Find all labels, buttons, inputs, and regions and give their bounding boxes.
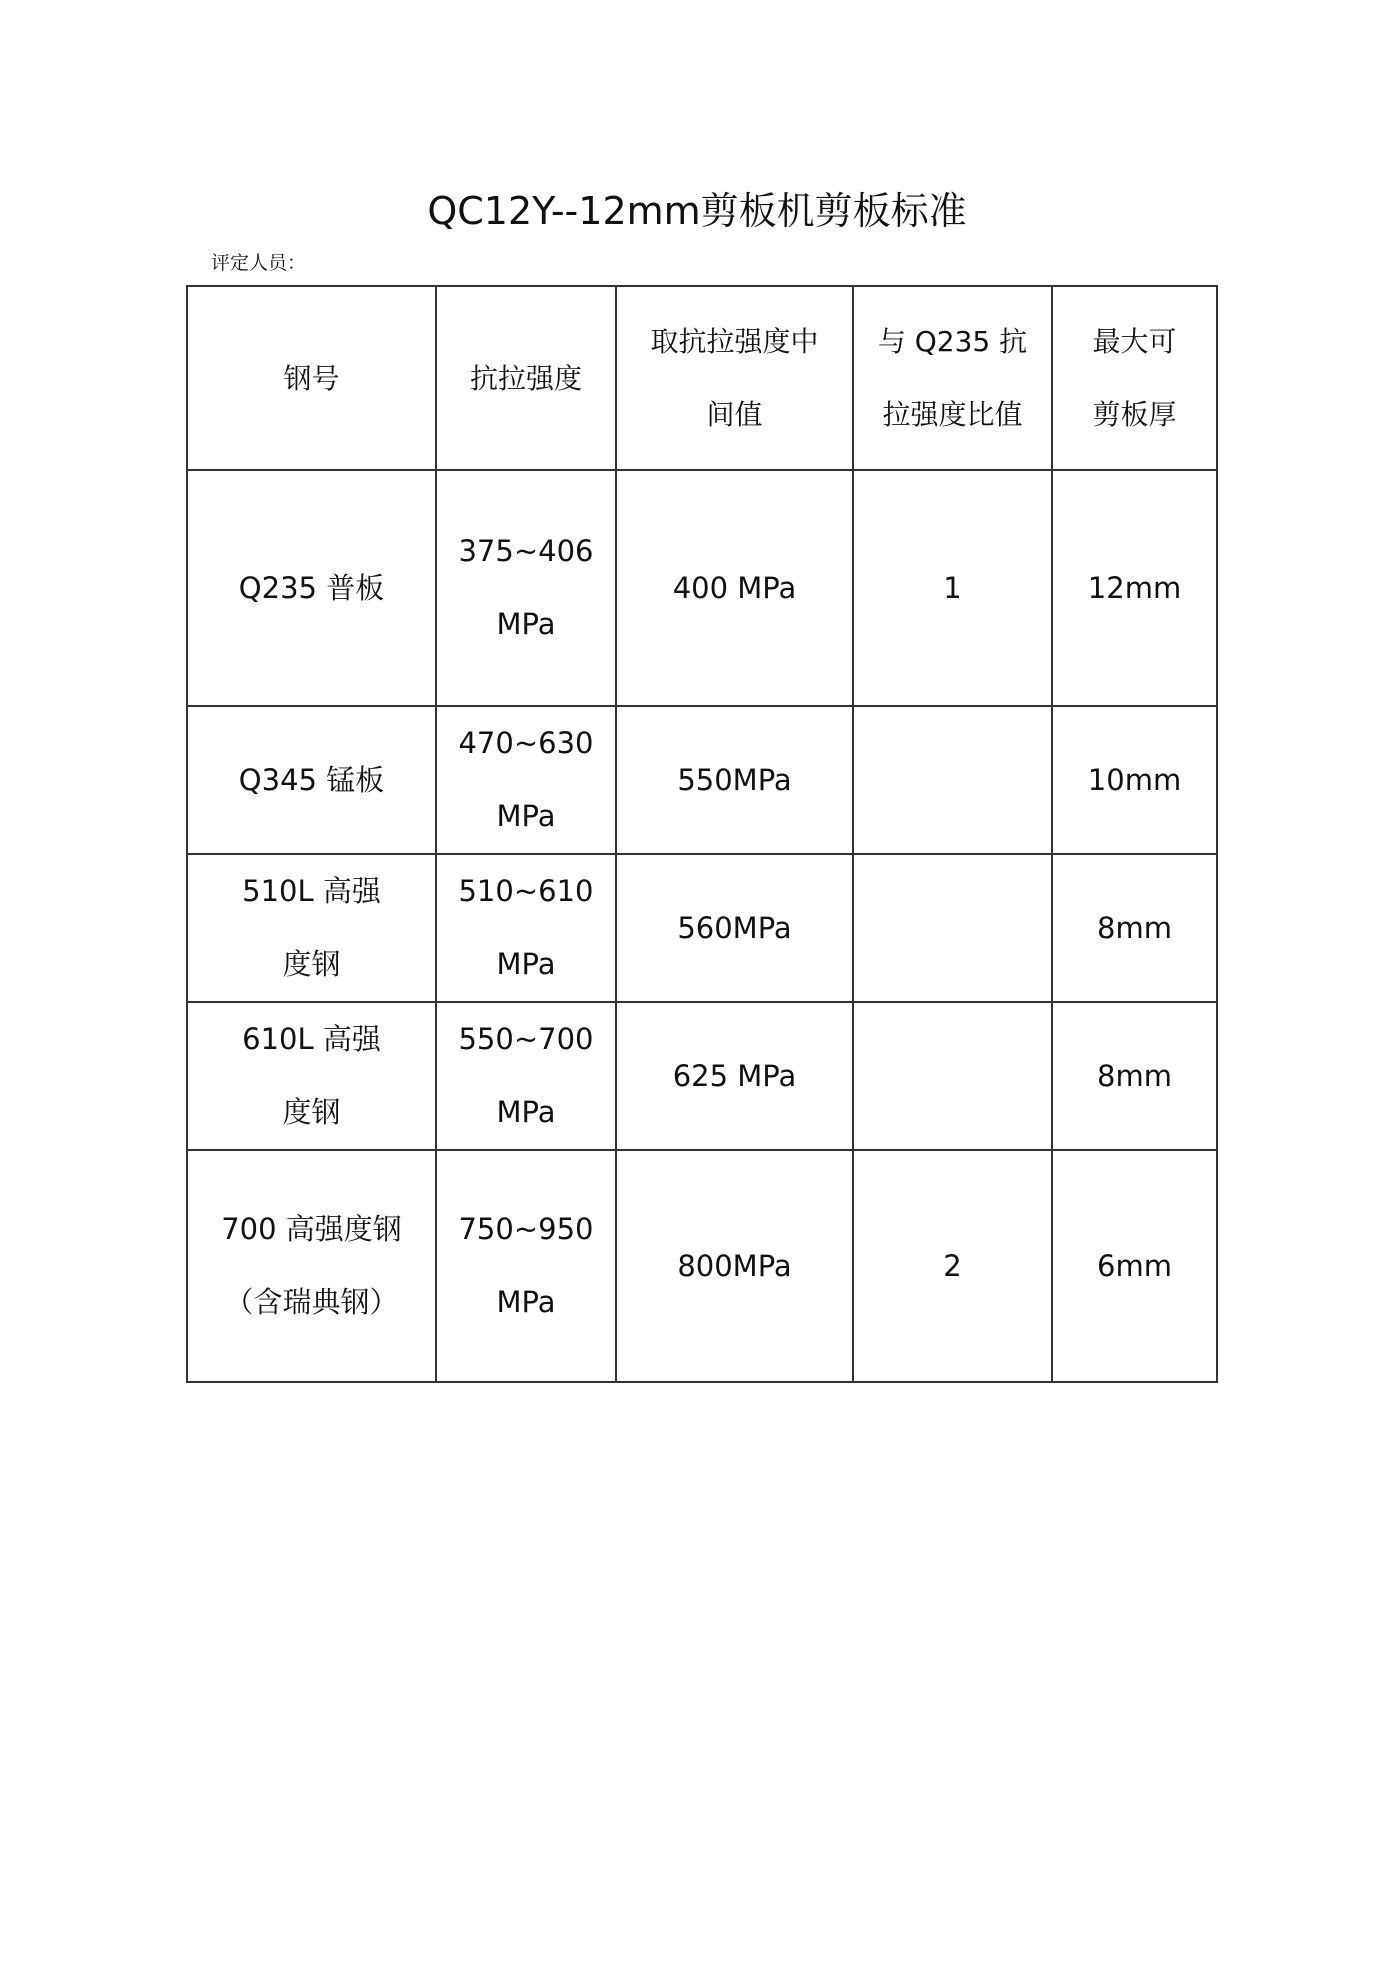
cell-mid: 550MPa <box>616 706 853 854</box>
cell-tensile: 375~406 MPa <box>436 470 616 706</box>
cell-max-thickness: 6mm <box>1052 1150 1217 1382</box>
cell-max-thickness: 8mm <box>1052 854 1217 1002</box>
cell-tensile: 750~950 MPa <box>436 1150 616 1382</box>
cell-ratio <box>853 1002 1052 1150</box>
cell-ratio <box>853 854 1052 1002</box>
table-row <box>187 470 1217 706</box>
cell-grade: 610L 高强 度钢 <box>187 1002 436 1150</box>
cell-grade: Q345 锰板 <box>187 706 436 854</box>
header-max-thickness: 最大可 剪板厚 <box>1052 286 1217 470</box>
cell-max-thickness: 12mm <box>1052 470 1217 706</box>
page-title: QC12Y--12mm剪板机剪板标准 <box>427 189 967 233</box>
cell-mid: 400 MPa <box>616 470 853 706</box>
cell-mid: 800MPa <box>616 1150 853 1382</box>
cell-ratio: 2 <box>853 1150 1052 1382</box>
table-row <box>187 706 1217 854</box>
cell-tensile: 550~700 MPa <box>436 1002 616 1150</box>
cell-ratio <box>853 706 1052 854</box>
header-steel-grade: 钢号 <box>187 286 436 470</box>
cell-grade: Q235 普板 <box>187 470 436 706</box>
cell-mid: 560MPa <box>616 854 853 1002</box>
header-tensile-strength: 抗拉强度 <box>436 286 616 470</box>
cell-mid: 625 MPa <box>616 1002 853 1150</box>
evaluator-label: 评定人员： <box>211 252 307 274</box>
table-row <box>187 1002 1217 1150</box>
cell-ratio: 1 <box>853 470 1052 706</box>
cell-tensile: 470~630 MPa <box>436 706 616 854</box>
table-row <box>187 1150 1217 1382</box>
shear-spec-table <box>186 285 1218 1383</box>
header-q235-ratio: 与 Q235 抗 拉强度比值 <box>853 286 1052 470</box>
header-row <box>187 286 1217 470</box>
cell-max-thickness: 8mm <box>1052 1002 1217 1150</box>
cell-grade: 700 高强度钢 （含瑞典钢） <box>187 1150 436 1382</box>
cell-grade: 510L 高强 度钢 <box>187 854 436 1002</box>
table-row <box>187 854 1217 1002</box>
cell-max-thickness: 10mm <box>1052 706 1217 854</box>
cell-tensile: 510~610 MPa <box>436 854 616 1002</box>
header-tensile-mid-value: 取抗拉强度中 间值 <box>616 286 853 470</box>
